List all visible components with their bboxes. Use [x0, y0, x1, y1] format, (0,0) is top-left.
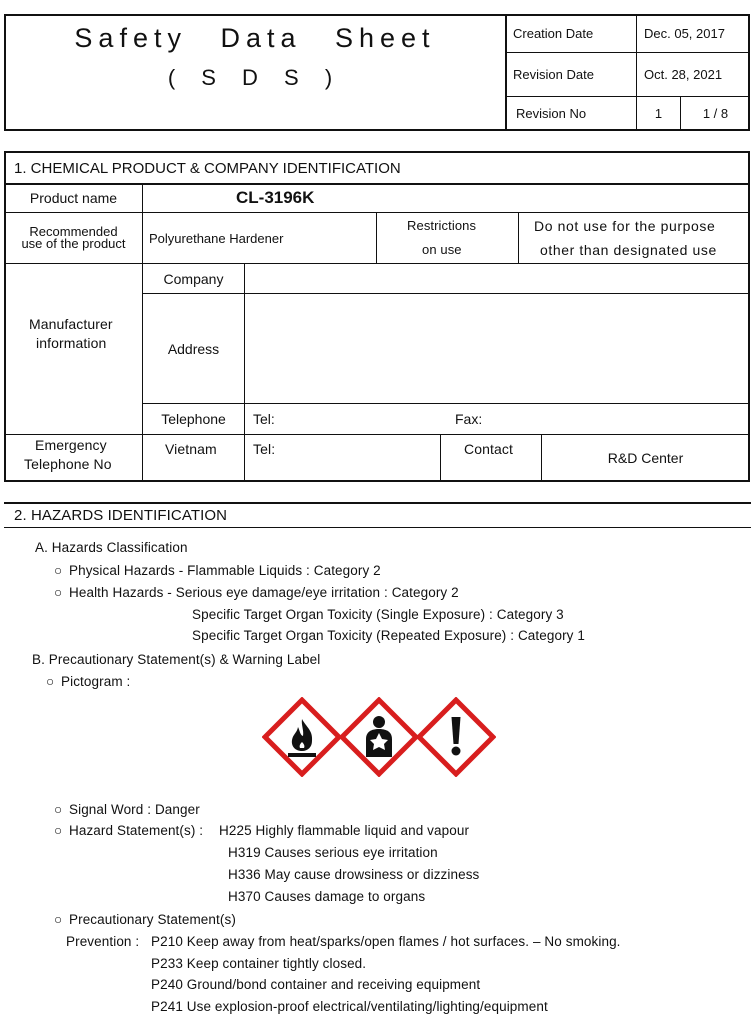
stot-single-line: Specific Target Organ Toxicity (Single Exposure) : Category 3 [192, 607, 564, 622]
restrictions-value-2: other than designated use [540, 242, 717, 258]
pictogram-label: Pictogram : [61, 674, 131, 689]
warning-label-heading: B. Precautionary Statement(s) & Warning Label [32, 652, 321, 667]
revision-no-value: 1 [654, 106, 663, 121]
header-divider [505, 15, 507, 130]
hazard-statement-h319: H319 Causes serious eye irritation [228, 845, 438, 860]
s1-col-line-4 [244, 263, 245, 481]
circle-bullet-icon: ○ [54, 802, 63, 817]
recommended-use-label: Recommended use of the product [21, 224, 126, 251]
health-hazard-icon [339, 697, 419, 777]
emergency-label-2: Telephone No [24, 456, 112, 472]
hazard-statements-label: Hazard Statement(s) : [69, 823, 204, 838]
circle-bullet-icon: ○ [54, 563, 63, 578]
flame-icon [262, 697, 342, 777]
prevention-p240: P240 Ground/bond container and receiving equipment [151, 977, 481, 992]
signal-word: Signal Word : Danger [69, 802, 200, 817]
prevention-p210: P210 Keep away from heat/sparks/open flames / hot surfaces. – No smoking. [151, 934, 621, 949]
page-number: 1 / 8 [702, 106, 729, 121]
s1-col-line-3 [518, 212, 519, 263]
emergency-label-1: Emergency [35, 437, 107, 453]
s1-col-line-5 [440, 434, 441, 481]
emergency-tel-label: Tel: [253, 441, 276, 457]
revision-date-label: Revision Date [513, 67, 594, 82]
manufacturer-label-1: Manufacturer [29, 316, 113, 332]
precautionary-statements-label: Precautionary Statement(s) [69, 912, 236, 927]
section1-heading: 1. CHEMICAL PRODUCT & COMPANY IDENTIFICATION [14, 159, 401, 177]
stot-repeated-line: Specific Target Organ Toxicity (Repeated Exposure) : Category 1 [192, 628, 585, 643]
hazard-statement-h370: H370 Causes damage to organs [228, 889, 426, 904]
s2-top-line [4, 502, 751, 504]
creation-date-value: Dec. 05, 2017 [644, 26, 725, 41]
creation-date-label: Creation Date [513, 26, 594, 41]
fax-label: Fax: [455, 411, 483, 427]
restrictions-label-2: on use [422, 242, 462, 257]
tel-label: Tel: [253, 411, 275, 427]
contact-value: R&D Center [607, 450, 684, 466]
circle-bullet-icon: ○ [46, 674, 55, 689]
s1-col-line-2 [376, 212, 377, 263]
restrictions-label-1: Restrictions [407, 218, 477, 233]
contact-label: Contact [464, 441, 513, 457]
restrictions-value-1: Do not use for the purpose [534, 218, 716, 234]
hazards-classification-heading: A. Hazards Classification [35, 540, 188, 555]
prevention-p241: P241 Use explosion-proof electrical/ventilating/lighting/equipment [151, 999, 548, 1014]
hazard-statement-h336: H336 May cause drowsiness or dizziness [228, 867, 480, 882]
circle-bullet-icon: ○ [54, 823, 63, 838]
document-subtitle: ( S D S ) [167, 65, 343, 90]
circle-bullet-icon: ○ [54, 912, 63, 927]
section2-heading: 2. HAZARDS IDENTIFICATION [14, 507, 228, 524]
address-label: Address [167, 340, 220, 357]
circle-bullet-icon: ○ [54, 585, 63, 600]
revision-no-label: Revision No [516, 106, 587, 121]
telephone-label: Telephone [161, 411, 226, 427]
document-title: Safety Data Sheet [74, 22, 436, 53]
company-label: Company [163, 270, 224, 287]
revision-date-value: Oct. 28, 2021 [644, 67, 723, 82]
s2-heading-line [4, 527, 751, 528]
product-name-label: Product name [29, 190, 118, 206]
prevention-p233: P233 Keep container tightly closed. [151, 956, 367, 971]
prevention-label: Prevention : [66, 934, 140, 949]
emergency-country: Vietnam [165, 441, 217, 457]
physical-hazards-line: Physical Hazards - Flammable Liquids : Category 2 [69, 563, 381, 578]
s1-row-line-2 [5, 263, 749, 264]
recommended-use-value: Polyurethane Hardener [149, 230, 284, 246]
hazard-statement-h225: H225 Highly flammable liquid and vapour [219, 823, 470, 838]
manufacturer-label-2: information [36, 335, 107, 351]
health-hazards-line: Health Hazards - Serious eye damage/eye irritation : Category 2 [69, 585, 459, 600]
exclamation-mark-icon [416, 697, 496, 777]
product-name-value: CL-3196K [236, 188, 315, 207]
